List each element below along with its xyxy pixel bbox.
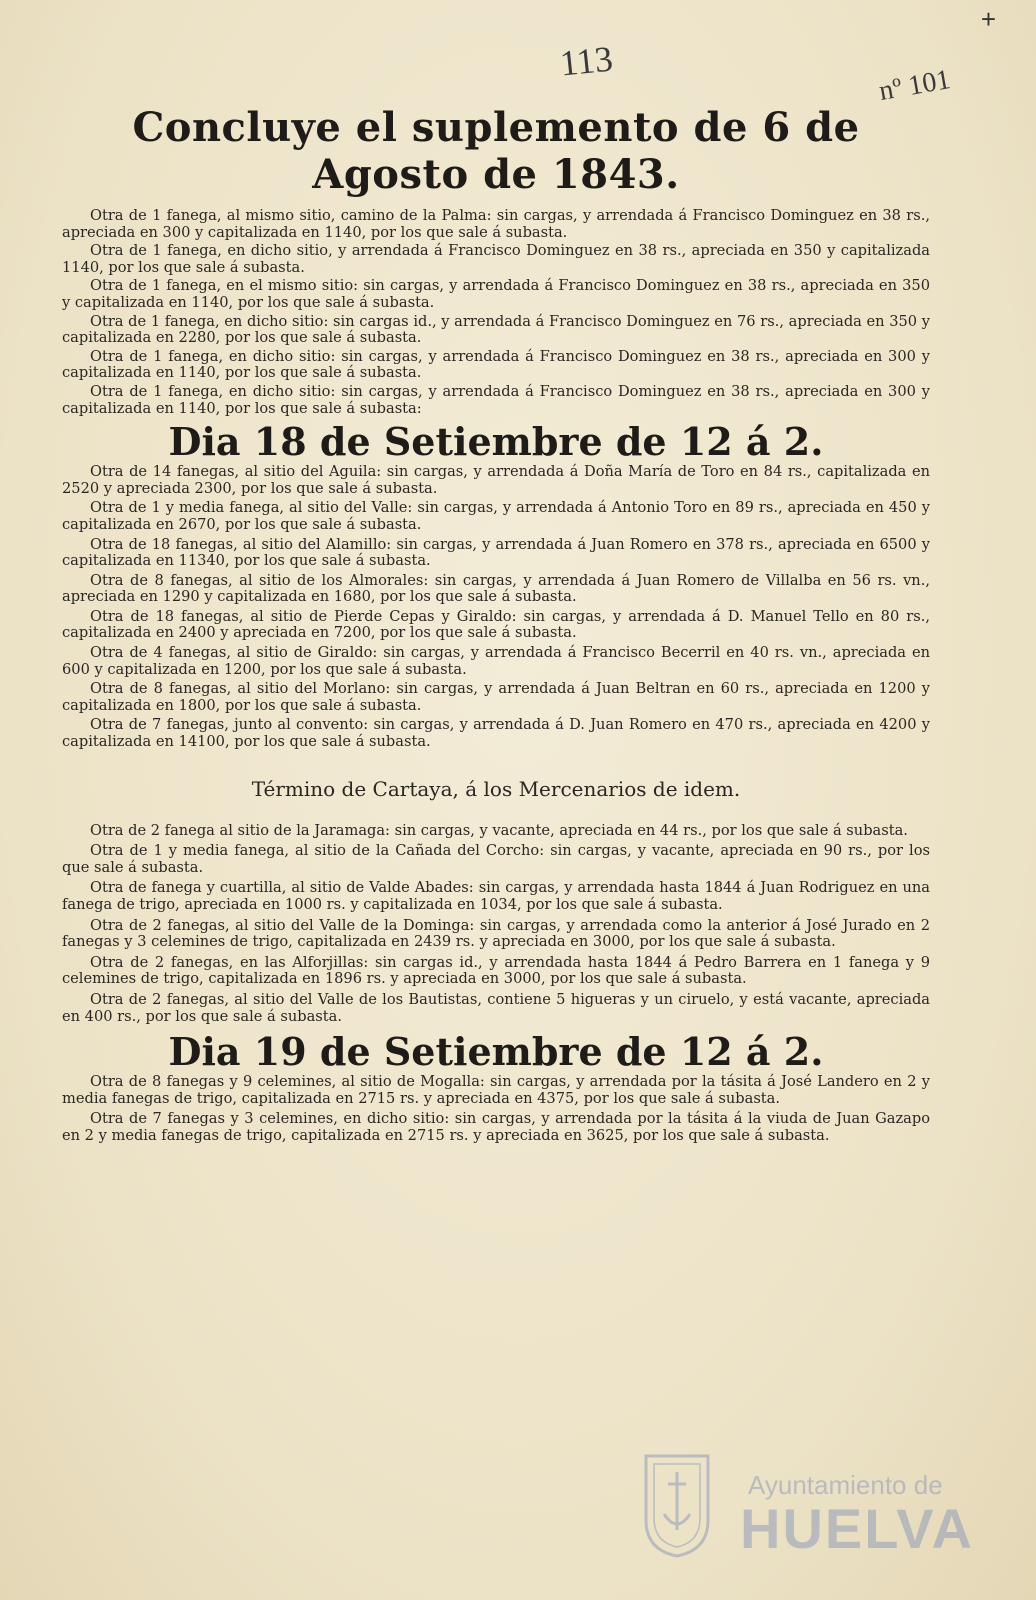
corner-mark: + — [980, 4, 996, 34]
property-entry: Otra de 1 fanega, en dicho sitio: sin cargas id., y arrendada á Francisco Dominguez en 76 rs., apreciada en 350 y capitalizada en 2280, por los que sale á subasta. — [62, 312, 930, 347]
huelva-crest-icon — [640, 1450, 714, 1560]
property-entry: Otra de 8 fanegas, al sitio del Morlano: sin cargas, y arrendada á Juan Beltran en 60 rs., apreciada en 1200 y capitalizada en 1800, por los que sale á subasta. — [62, 680, 930, 714]
property-entry: Otra de 2 fanegas, al sitio del Valle de la Dominga: sin cargas, y arrendada como la anterior á José Jurado en 2 fanegas y 3 celemines de trigo, capitalizada en 2439 rs. y apreciada en 3000, por los que sale á subasta. — [62, 916, 930, 951]
day-19-entries — [62, 1074, 930, 1144]
cartaya-entries — [62, 823, 930, 1026]
ayuntamiento-watermark — [628, 1420, 974, 1580]
property-entry: Otra de 2 fanegas, en las Alforjillas: sin cargas id., y arrendada hasta 1844 á Pedro Barrera en 1 fanega y 9 celemines de trigo, capitalizada en 1896 rs. y apreciada en 3000, por los que sale á subasta. — [62, 953, 930, 988]
property-entry: Otra de 1 fanega, al mismo sitio, camino de la Palma: sin cargas, y arrendada á Francisco Dominguez en 38 rs., apreciada en 300 y capitalizada en 1140, por los que sale á subasta. — [62, 207, 930, 241]
cartaya-heading: Término de Cartaya, á los Mercenarios de idem. — [251, 776, 741, 801]
property-entry: Otra de 7 fanegas y 3 celemines, en dicho sitio: sin cargas, y arrendada por la tásita á la viuda de Juan Gazapo en 2 y media fanegas de trigo, capitalizada en 2715 rs. y apreciada en 3625, por los que sale á subasta. — [62, 1110, 930, 1144]
initial-entries — [62, 208, 930, 417]
property-entry: Otra de 1 y media fanega, al sitio del Valle: sin cargas, y arrendada á Antonio Toro en 89 rs., apreciada en 450 y capitalizada en 2670, por los que sale á subasta. — [62, 499, 930, 533]
property-entry: Otra de 1 fanega, en dicho sitio, y arrendada á Francisco Dominguez en 38 rs., apreciada en 350 y capitalizada 1140, por los que sale á subasta. — [62, 242, 930, 276]
watermark-line-1: Ayuntamiento de — [748, 1470, 943, 1500]
handwritten-folio-number: 113 — [558, 38, 615, 84]
property-entry: Otra de 14 fanegas, al sitio del Aguila: sin cargas, y arrendada á Doña María de Toro en 84 rs., capitalizada en 2520 y apreciada 2300, por los que sale á subasta. — [62, 463, 930, 497]
document-title: Concluye el suplemento de 6 de Agosto de 1843. — [132, 104, 860, 198]
watermark-line-2: HUELVA — [740, 1497, 974, 1560]
day-18-entries — [62, 464, 930, 751]
property-entry: Otra de 8 fanegas y 9 celemines, al sitio de Mogalla: sin cargas, y arrendada por la tásita á José Landero en 2 y media fanegas de trigo, capitalizada en 2715 rs. y apreciada en 4375, por los que sale á subasta. — [62, 1073, 930, 1107]
property-entry: Otra de fanega y cuartilla, al sitio de Valde Abades: sin cargas, y arrendada hasta 1844 á Juan Rodriguez en una fanega de trigo, apreciada en 1000 rs. y capitalizada en 1034, por los que sale á subasta. — [62, 879, 930, 913]
property-entry: Otra de 8 fanegas, al sitio de los Almorales: sin cargas, y arrendada á Juan Romero de Villalba en 56 rs. vn., apreciada en 1290 y capitalizada en 1680, por los que sale á subasta. — [62, 571, 930, 606]
document-body — [62, 104, 930, 1149]
handwritten-number-note: nº 101 — [877, 64, 954, 107]
property-entry: Otra de 2 fanega al sitio de la Jaramaga: sin cargas, y vacante, apreciada en 44 rs., por los que sale á subasta. — [90, 821, 908, 839]
property-entry: Otra de 1 fanega, en el mismo sitio: sin cargas, y arrendada á Francisco Dominguez en 38 rs., apreciada en 350 y capitalizada en 1140, por los que sale á subasta. — [62, 277, 930, 311]
property-entry: Otra de 1 fanega, en dicho sitio: sin cargas, y arrendada á Francisco Dominguez en 38 rs., apreciada en 300 y capitalizada en 1140, por los que sale á subasta. — [62, 347, 930, 382]
property-entry: Otra de 4 fanegas, al sitio de Giraldo: sin cargas, y arrendada á Francisco Becerril en 40 rs. vn., apreciada en 600 y capitalizada en 1200, por los que sale á subasta. — [62, 644, 930, 678]
property-entry: Otra de 7 fanegas, junto al convento: sin cargas, y arrendada á D. Juan Romero en 470 rs., apreciada en 4200 y capitalizada en 14100, por los que sale á subasta. — [62, 716, 930, 751]
property-entry: Otra de 18 fanegas, al sitio del Alamillo: sin cargas, y arrendada á Juan Romero en 378 rs., apreciada en 6500 y capitalizada en 11340, por los que sale á subasta. — [62, 535, 930, 570]
day-19-heading: Dia 19 de Setiembre de 12 á 2. — [168, 1029, 824, 1075]
property-entry: Otra de 2 fanegas, al sitio del Valle de los Bautistas, contiene 5 higueras y un ciruelo, y está vacante, apreciada en 400 rs., por los que sale á subasta. — [62, 990, 930, 1025]
property-entry: Otra de 1 fanega, en dicho sitio: sin cargas, y arrendada á Francisco Dominguez en 38 rs., apreciada en 300 y capitalizada en 1140, por los que sale á subasta: — [62, 382, 930, 417]
property-entry: Otra de 18 fanegas, al sitio de Pierde Cepas y Giraldo: sin cargas, y arrendada á D. Manuel Tello en 80 rs., capitalizada en 2400 y apreciada en 7200, por los que sale á subasta. — [62, 607, 930, 642]
property-entry: Otra de 1 y media fanega, al sitio de la Cañada del Corcho: sin cargas, y vacante, apreciada en 90 rs., por los que sale á subasta. — [62, 842, 930, 876]
day-18-heading: Dia 18 de Setiembre de 12 á 2. — [168, 419, 824, 465]
